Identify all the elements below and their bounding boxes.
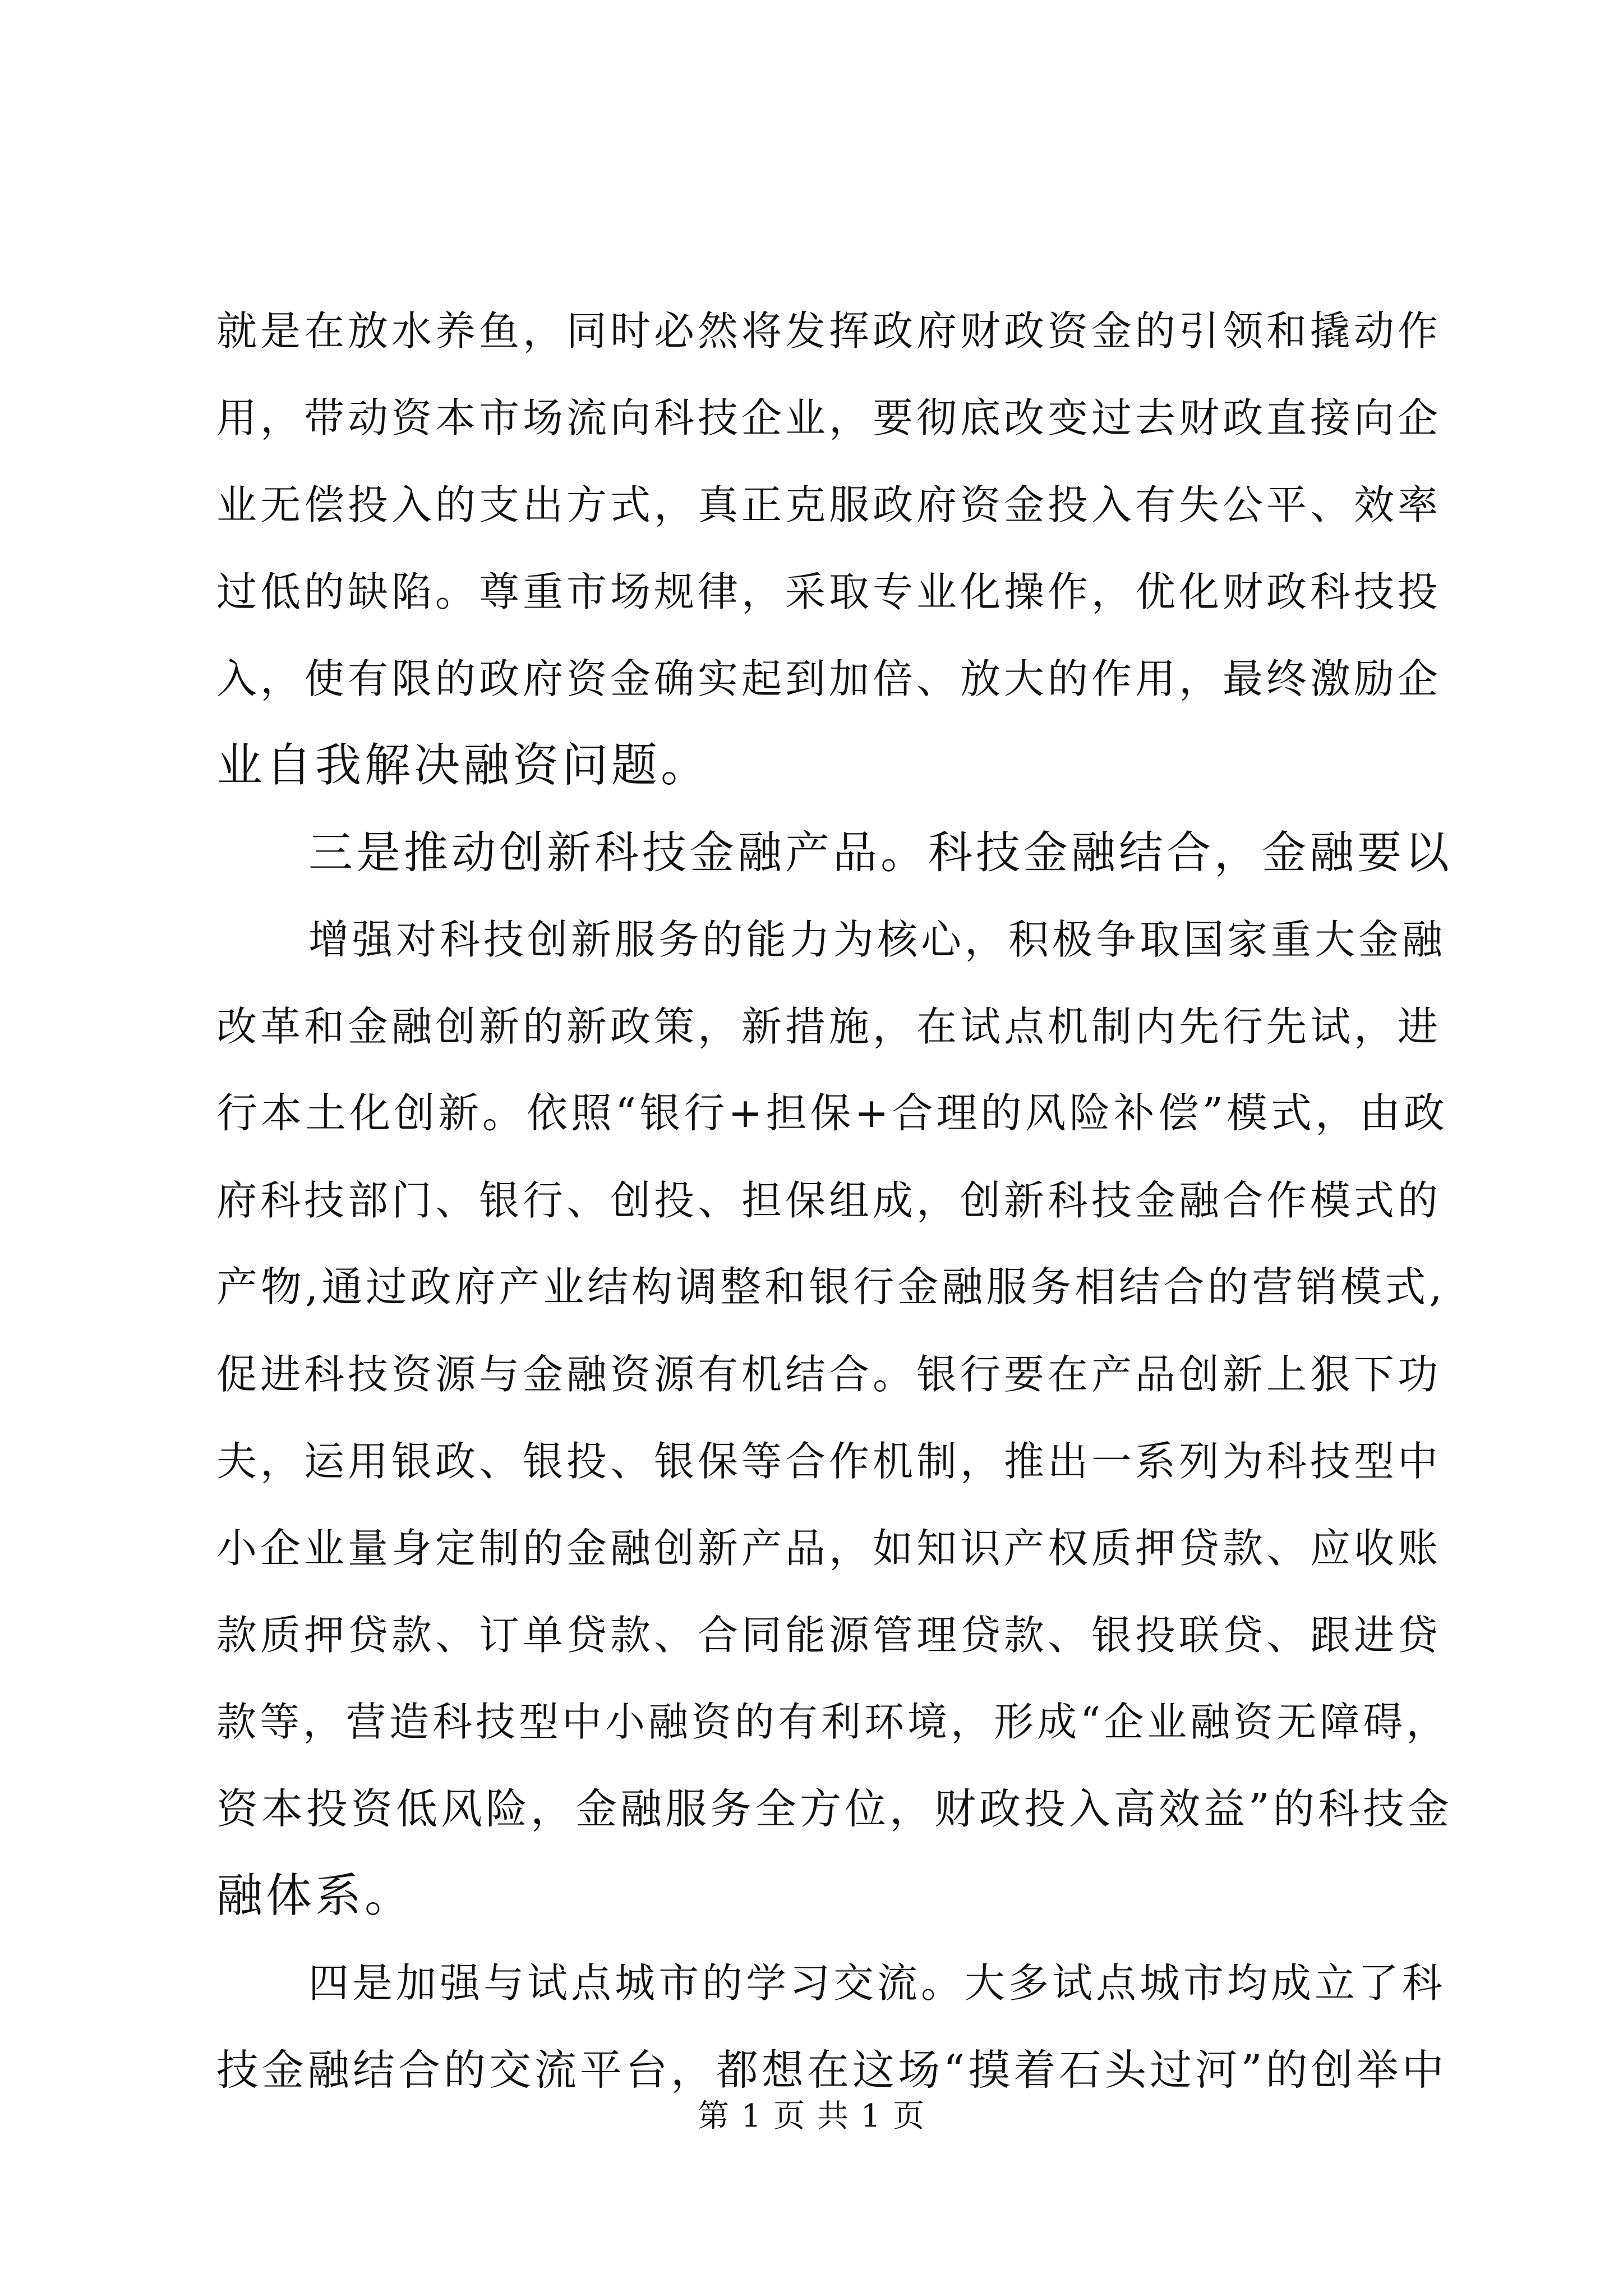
paragraph-heading: 四是加强与试点城市的学习交流。大多试点城市均成立了科 — [308, 1959, 1446, 2007]
text-line: 府科技部门、银行、创投、担保组成，创新科技金融合作模式的 — [216, 1177, 1442, 1224]
text-line: 业无偿投入的支出方式，真正克服政府资金投入有失公平、效率 — [216, 481, 1442, 528]
text-line: 资本投资低风险，金融服务全方位，财政投入高效益”的科技金 — [216, 1785, 1453, 1833]
text-line: 用，带动资本市场流向科技企业，要彻底改变过去财政直接向企 — [216, 394, 1442, 441]
text-line: 技金融结合的交流平台，都想在这场“摸着石头过河”的创举中 — [216, 2045, 1447, 2095]
text-line: 过低的缺陷。尊重市场规律，采取专业化操作，优化财政科技投 — [216, 568, 1442, 615]
text-line: 产物,通过政府产业结构调整和银行金融服务相结合的营销模式, — [216, 1263, 1446, 1311]
text-line: 款等，营造科技型中小融资的有利环境，形成“企业融资无障碍， — [216, 1699, 1450, 1745]
text-line: 融体系。 — [216, 1869, 414, 1922]
text-line: 改革和金融创新的新政策，新措施，在试点机制内先行先试，进 — [216, 1003, 1442, 1050]
text-line: 夫，运用银政、银投、银保等合作机制，推出一系列为科技型中 — [216, 1438, 1442, 1485]
text-line: 入，使有限的政府资金确实起到加倍、放大的作用，最终激励企 — [216, 655, 1442, 702]
page-footer: 第 1 页 共 1 页 — [697, 2098, 926, 2134]
paragraph-heading: 三是推动创新科技金融产品。科技金融结合，金融要以 — [308, 827, 1453, 878]
text-line: 增强对科技创新服务的能力为核心，积极争取国家重大金融 — [308, 916, 1446, 963]
text-line: 行本土化创新。依照“银行+担保+合理的风险补偿”模式，由政 — [216, 1089, 1448, 1137]
text-line: 业自我解决融资问题。 — [216, 739, 711, 792]
text-line: 小企业量身定制的金融创新产品，如知识产权质押贷款、应收账 — [216, 1525, 1442, 1572]
text-line: 款质押贷款、订单贷款、合同能源管理贷款、银投联贷、跟进贷 — [216, 1612, 1442, 1659]
text-line: 促进科技资源与金融资源有机结合。银行要在产品创新上狠下功 — [216, 1351, 1442, 1398]
text-line: 就是在放水养鱼，同时必然将发挥政府财政资金的引领和撬动作 — [216, 307, 1442, 355]
